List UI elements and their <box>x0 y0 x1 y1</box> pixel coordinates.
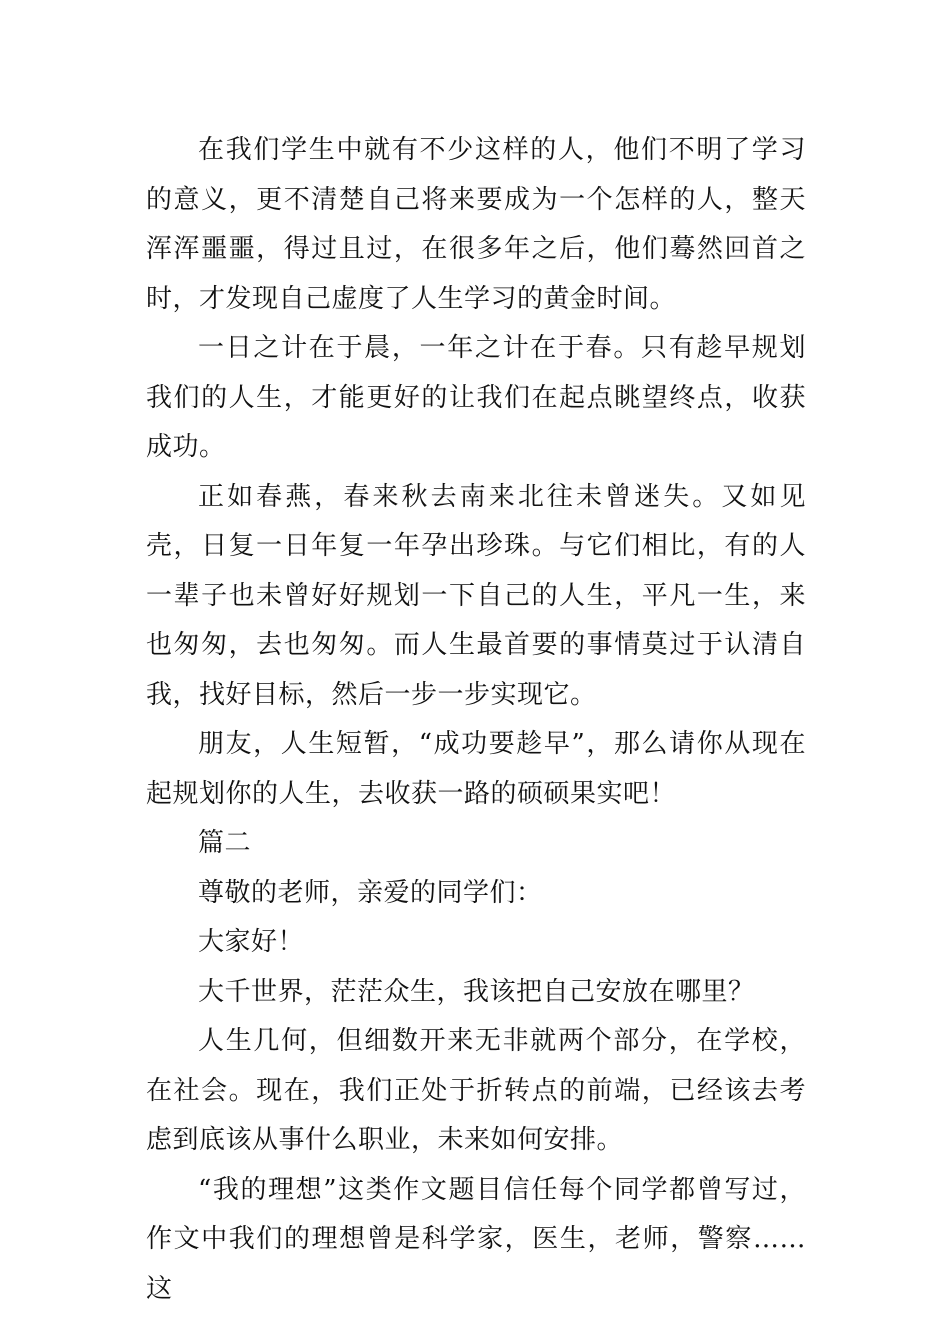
section-heading: 篇二 <box>198 828 252 858</box>
document-page <box>146 126 806 1314</box>
paragraph-5: 大千世界，茫茫众生，我该把自己安放在哪里？ <box>198 976 755 1007</box>
paragraph-1: 在我们学生中就有不少这样的人，他们不明了学习的意义，更不清楚自己将来要成为一个怎样的人，整天浑浑噩噩，得过且过，在很多年之后，他们蓦然回首之时，才发现自己虚度了人生学习的黄金时间。 <box>146 135 806 314</box>
paragraph-6: 人生几何，但细数开来无非就两个部分，在学校，在社会。现在，我们正处于折转点的前端，已经该去考虑到底该从事什么职业，未来如何安排。 <box>146 1026 806 1155</box>
paragraph-4: 朋友，人生短暂，“成功要趁早”，那么请你从现在起规划你的人生，去收获一路的硕硕果实吧！ <box>146 729 806 809</box>
greeting: 大家好！ <box>198 927 305 957</box>
paragraph-7: “我的理想”这类作文题目信任每个同学都曾写过，作文中我们的理想曾是科学家，医生，老师，警察……这 <box>146 1174 806 1304</box>
paragraph-2: 一日之计在于晨，一年之计在于春。只有趁早规划我们的人生，才能更好的让我们在起点眺望终点，收获成功。 <box>146 333 806 462</box>
paragraph-3: 正如春燕，春来秋去南来北往未曾迷失。又如见壳，日复一日年复一年孕出珍珠。与它们相比，有的人一辈子也未曾好好规划一下自己的人生，平凡一生，来也匆匆，去也匆匆。而人生最首要的事情莫过于认清自我，找好目标，然后一步一步实现它。 <box>146 481 806 710</box>
salutation: 尊敬的老师，亲爱的同学们： <box>198 877 543 908</box>
